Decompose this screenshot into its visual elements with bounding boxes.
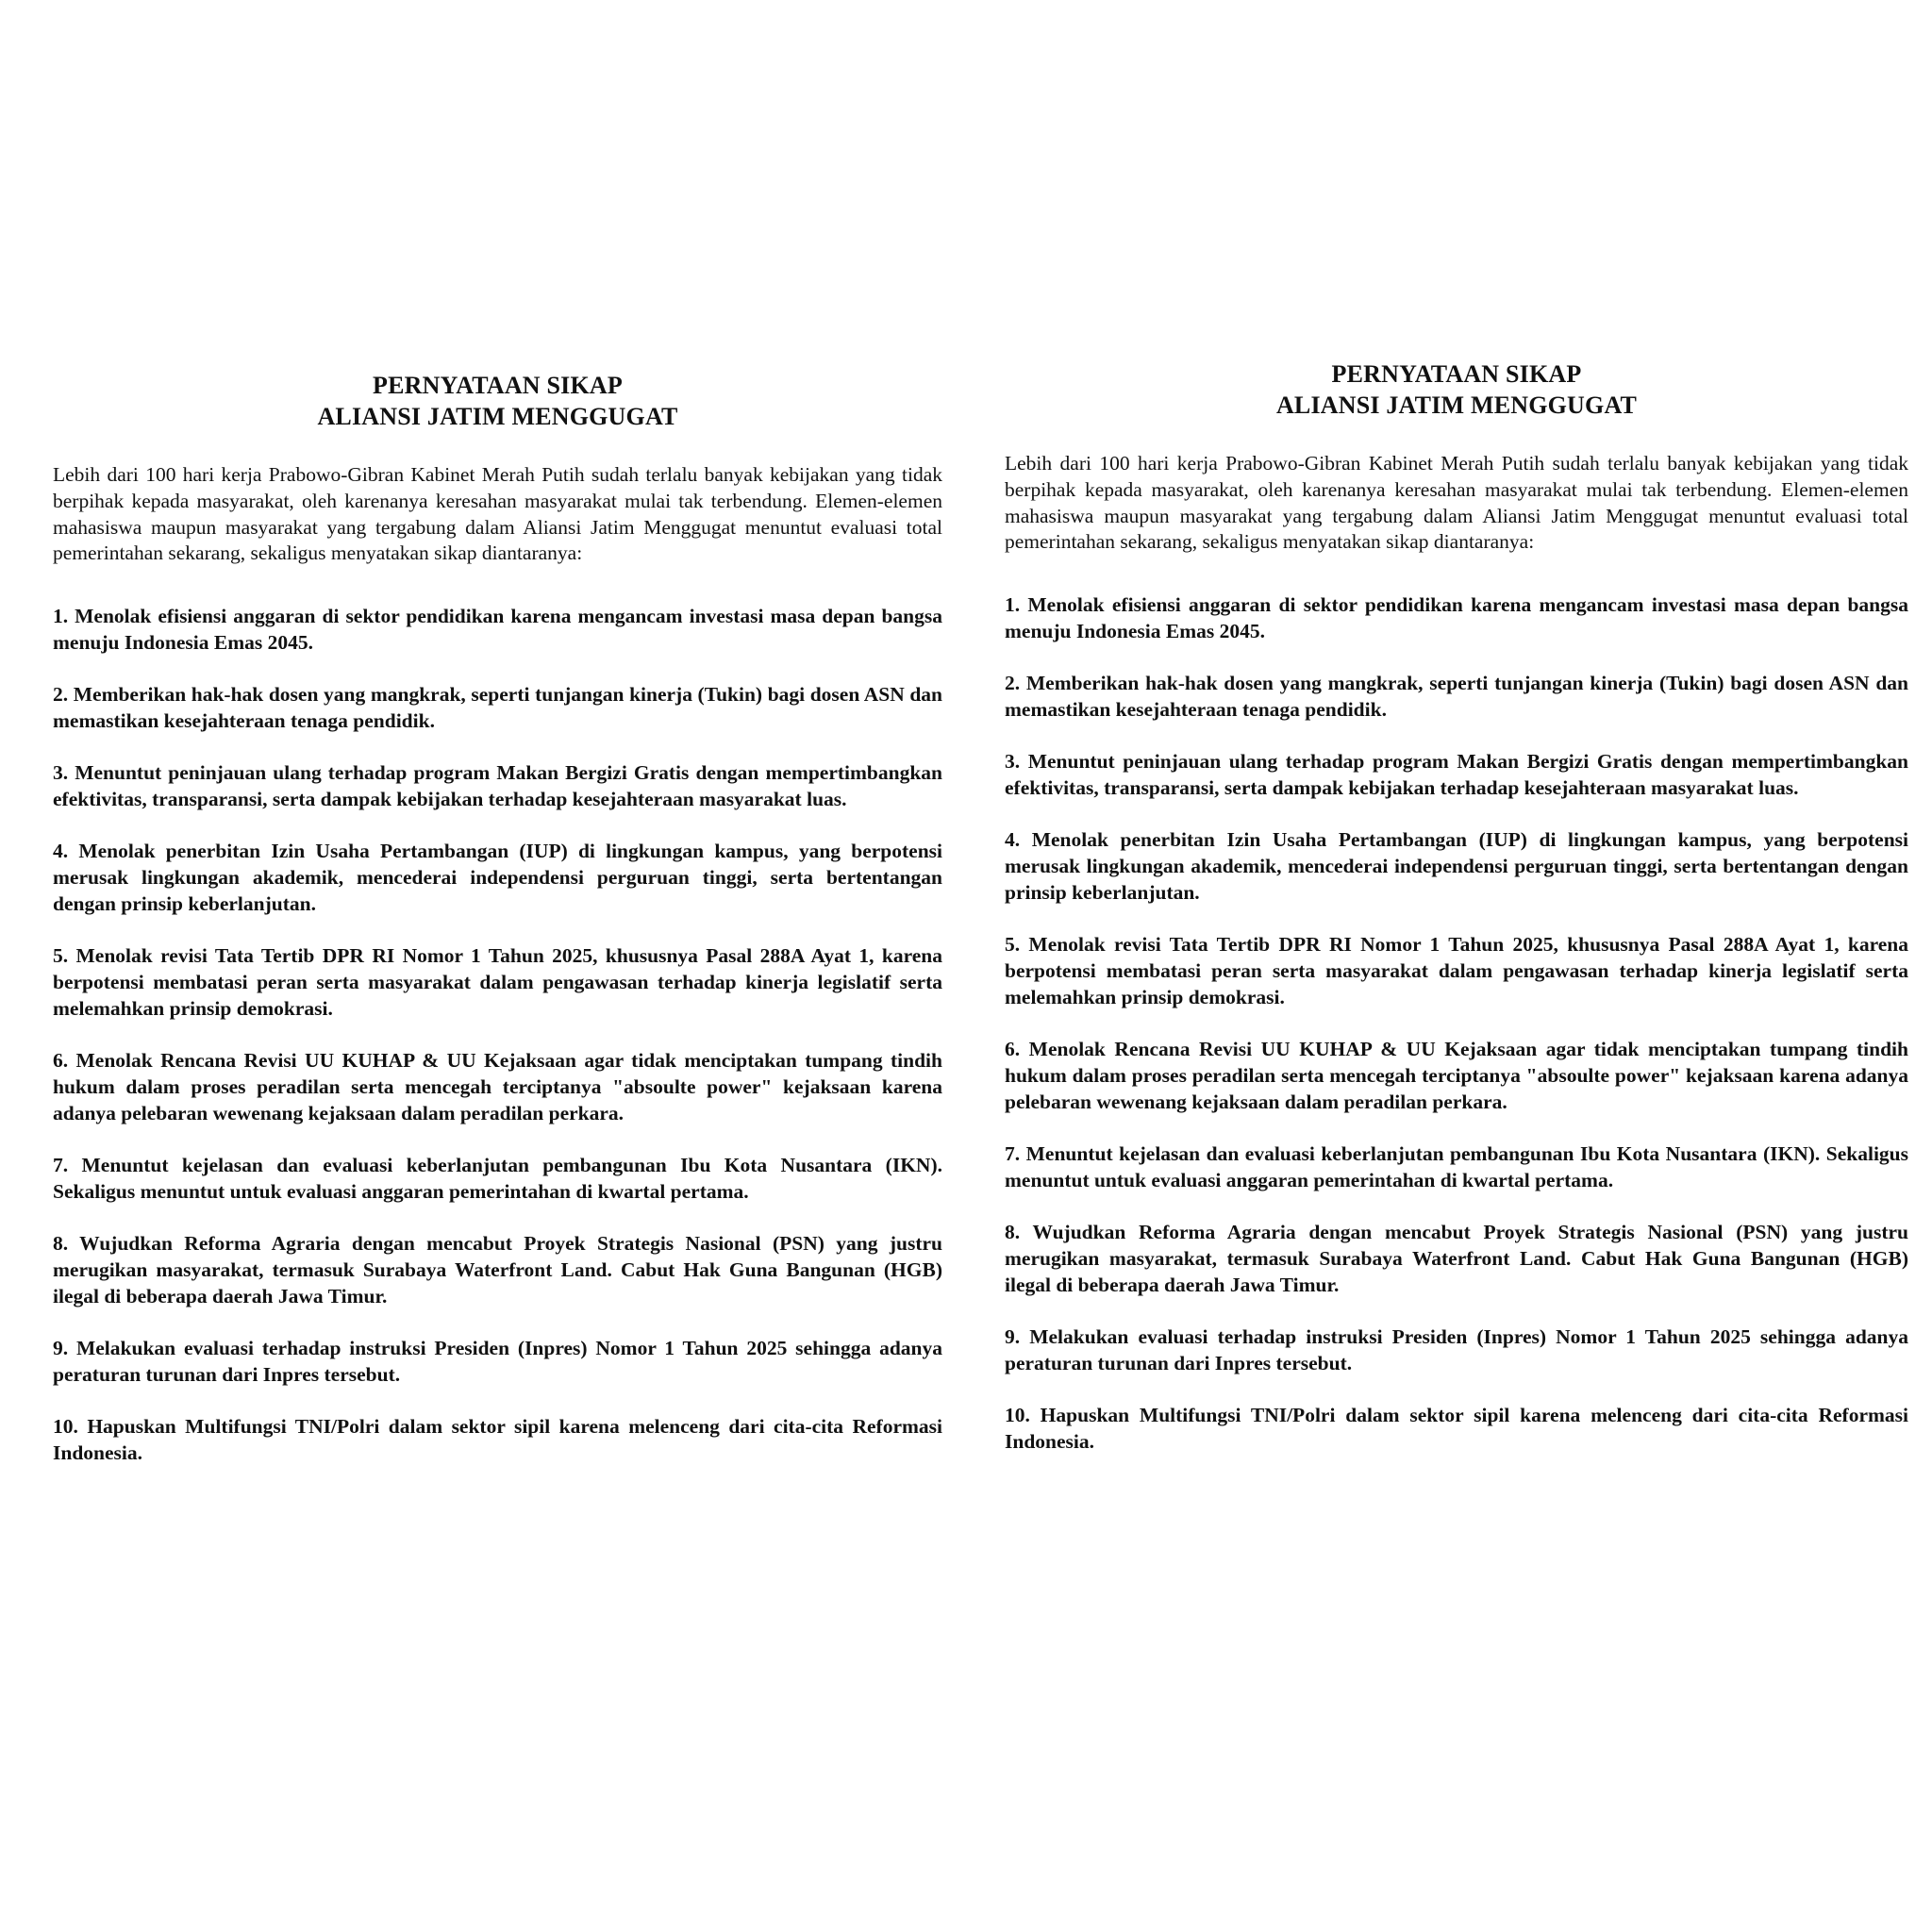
demand-item-9: 9. Melakukan evaluasi terhadap instruksi Presiden (Inpres) Nomor 1 Tahun 2025 sehingga adanya peraturan turunan dari Inpres tersebut. — [53, 1337, 942, 1387]
demand-item-8: 8. Wujudkan Reforma Agraria dengan mencabut Proyek Strategis Nasional (PSN) yang justru merugikan masyarakat, termasuk Surabaya Waterfront Land. Cabut Hak Guna Bangunan (HGB) ilegal di beberapa daerah Jawa Timur. — [53, 1232, 942, 1308]
demand-item-1: 1. Menolak efisiensi anggaran di sektor pendidikan karena mengancam investasi masa depan bangsa menuju Indonesia Emas 2045. — [53, 605, 942, 655]
demand-item-10: 10. Hapuskan Multifungsi TNI/Polri dalam sektor sipil karena melenceng dari cita-cita Reformasi Indonesia. — [53, 1415, 942, 1465]
demand-item-6: 6. Menolak Rencana Revisi UU KUHAP & UU Kejaksaan agar tidak menciptakan tumpang tindih hukum dalam proses peradilan serta mencegah terciptanya "absoulte power" kejaksaan karena adanya pelebaran wewenang kejaksaan dalam peradilan perkara. — [53, 1049, 942, 1125]
demand-item-2: 2. Memberikan hak-hak dosen yang mangkrak, seperti tunjangan kinerja (Tukin) bagi dosen ASN dan memastikan kesejahteraan tenaga pendidik. — [53, 683, 942, 733]
demand-item-1: 1. Menolak efisiensi anggaran di sektor pendidikan karena mengancam investasi masa depan bangsa menuju Indonesia Emas 2045. — [1005, 593, 1908, 643]
statement-intro: Lebih dari 100 hari kerja Prabowo-Gibran Kabinet Merah Putih sudah terlalu banyak kebijakan yang tidak berpihak kepada masyarakat, oleh karenanya keresahan masyarakat mulai tak terbendung. Elemen-elemen mahasiswa maupun masyarakat yang tergabung dalam Aliansi Jatim Menggugat menuntut evaluasi total pemerintahan sekarang, sekaligus menyatakan sikap diantaranya: — [1005, 452, 1908, 554]
statement-title — [1005, 358, 1908, 421]
title-line-2: ALIANSI JATIM MENGGUGAT — [1275, 391, 1638, 419]
statement-right — [1005, 358, 1908, 1480]
demand-item-2: 2. Memberikan hak-hak dosen yang mangkrak, seperti tunjangan kinerja (Tukin) bagi dosen ASN dan memastikan kesejahteraan tenaga pendidik. — [1005, 672, 1908, 722]
statement-left — [53, 370, 942, 1491]
statement-title — [53, 370, 942, 432]
demand-item-9: 9. Melakukan evaluasi terhadap instruksi Presiden (Inpres) Nomor 1 Tahun 2025 sehingga adanya peraturan turunan dari Inpres tersebut. — [1005, 1325, 1908, 1375]
demand-item-5: 5. Menolak revisi Tata Tertib DPR RI Nomor 1 Tahun 2025, khususnya Pasal 288A Ayat 1, karena berpotensi membatasi peran serta masyarakat dalam pengawasan terhadap kinerja legislatif serta melemahkan prinsip demokrasi. — [1005, 933, 1908, 1009]
demand-item-5: 5. Menolak revisi Tata Tertib DPR RI Nomor 1 Tahun 2025, khususnya Pasal 288A Ayat 1, karena berpotensi membatasi peran serta masyarakat dalam pengawasan terhadap kinerja legislatif serta melemahkan prinsip demokrasi. — [53, 944, 942, 1021]
title-line-2: ALIANSI JATIM MENGGUGAT — [317, 403, 678, 430]
demand-list — [1005, 591, 1908, 1455]
demand-item-7: 7. Menuntut kejelasan dan evaluasi keberlanjutan pembangunan Ibu Kota Nusantara (IKN). Sekaligus menuntut untuk evaluasi anggaran pemerintahan di kwartal pertama. — [53, 1154, 942, 1204]
title-line-1: PERNYATAAN SIKAP — [1331, 360, 1582, 388]
demand-item-6: 6. Menolak Rencana Revisi UU KUHAP & UU Kejaksaan agar tidak menciptakan tumpang tindih hukum dalam proses peradilan serta mencegah terciptanya "absoulte power" kejaksaan karena adanya pelebaran wewenang kejaksaan dalam peradilan perkara. — [1005, 1038, 1908, 1114]
demand-item-7: 7. Menuntut kejelasan dan evaluasi keberlanjutan pembangunan Ibu Kota Nusantara (IKN). Sekaligus menuntut untuk evaluasi anggaran pemerintahan di kwartal pertama. — [1005, 1142, 1908, 1192]
demand-item-3: 3. Menuntut peninjauan ulang terhadap program Makan Bergizi Gratis dengan mempertimbangkan efektivitas, transparansi, serta dampak kebijakan terhadap kesejahteraan masyarakat luas. — [1005, 750, 1908, 800]
statement-intro: Lebih dari 100 hari kerja Prabowo-Gibran Kabinet Merah Putih sudah terlalu banyak kebijakan yang tidak berpihak kepada masyarakat, oleh karenanya keresahan masyarakat mulai tak terbendung. Elemen-elemen mahasiswa maupun masyarakat yang tergabung dalam Aliansi Jatim Menggugat menuntut evaluasi total pemerintahan sekarang, sekaligus menyatakan sikap diantaranya: — [53, 463, 942, 565]
demand-item-10: 10. Hapuskan Multifungsi TNI/Polri dalam sektor sipil karena melenceng dari cita-cita Reformasi Indonesia. — [1005, 1404, 1908, 1454]
demand-item-4: 4. Menolak penerbitan Izin Usaha Pertambangan (IUP) di lingkungan kampus, yang berpotensi merusak lingkungan akademik, mencederai independensi perguruan tinggi, serta bertentangan dengan prinsip keberlanjutan. — [1005, 828, 1908, 905]
demand-item-3: 3. Menuntut peninjauan ulang terhadap program Makan Bergizi Gratis dengan mempertimbangkan efektivitas, transparansi, serta dampak kebijakan terhadap kesejahteraan masyarakat luas. — [53, 761, 942, 811]
title-line-1: PERNYATAAN SIKAP — [373, 372, 623, 399]
demand-item-8: 8. Wujudkan Reforma Agraria dengan mencabut Proyek Strategis Nasional (PSN) yang justru merugikan masyarakat, termasuk Surabaya Waterfront Land. Cabut Hak Guna Bangunan (HGB) ilegal di beberapa daerah Jawa Timur. — [1005, 1221, 1908, 1297]
demand-list — [53, 603, 942, 1466]
demand-item-4: 4. Menolak penerbitan Izin Usaha Pertambangan (IUP) di lingkungan kampus, yang berpotensi merusak lingkungan akademik, mencederai independensi perguruan tinggi, serta bertentangan dengan prinsip keberlanjutan. — [53, 840, 942, 916]
